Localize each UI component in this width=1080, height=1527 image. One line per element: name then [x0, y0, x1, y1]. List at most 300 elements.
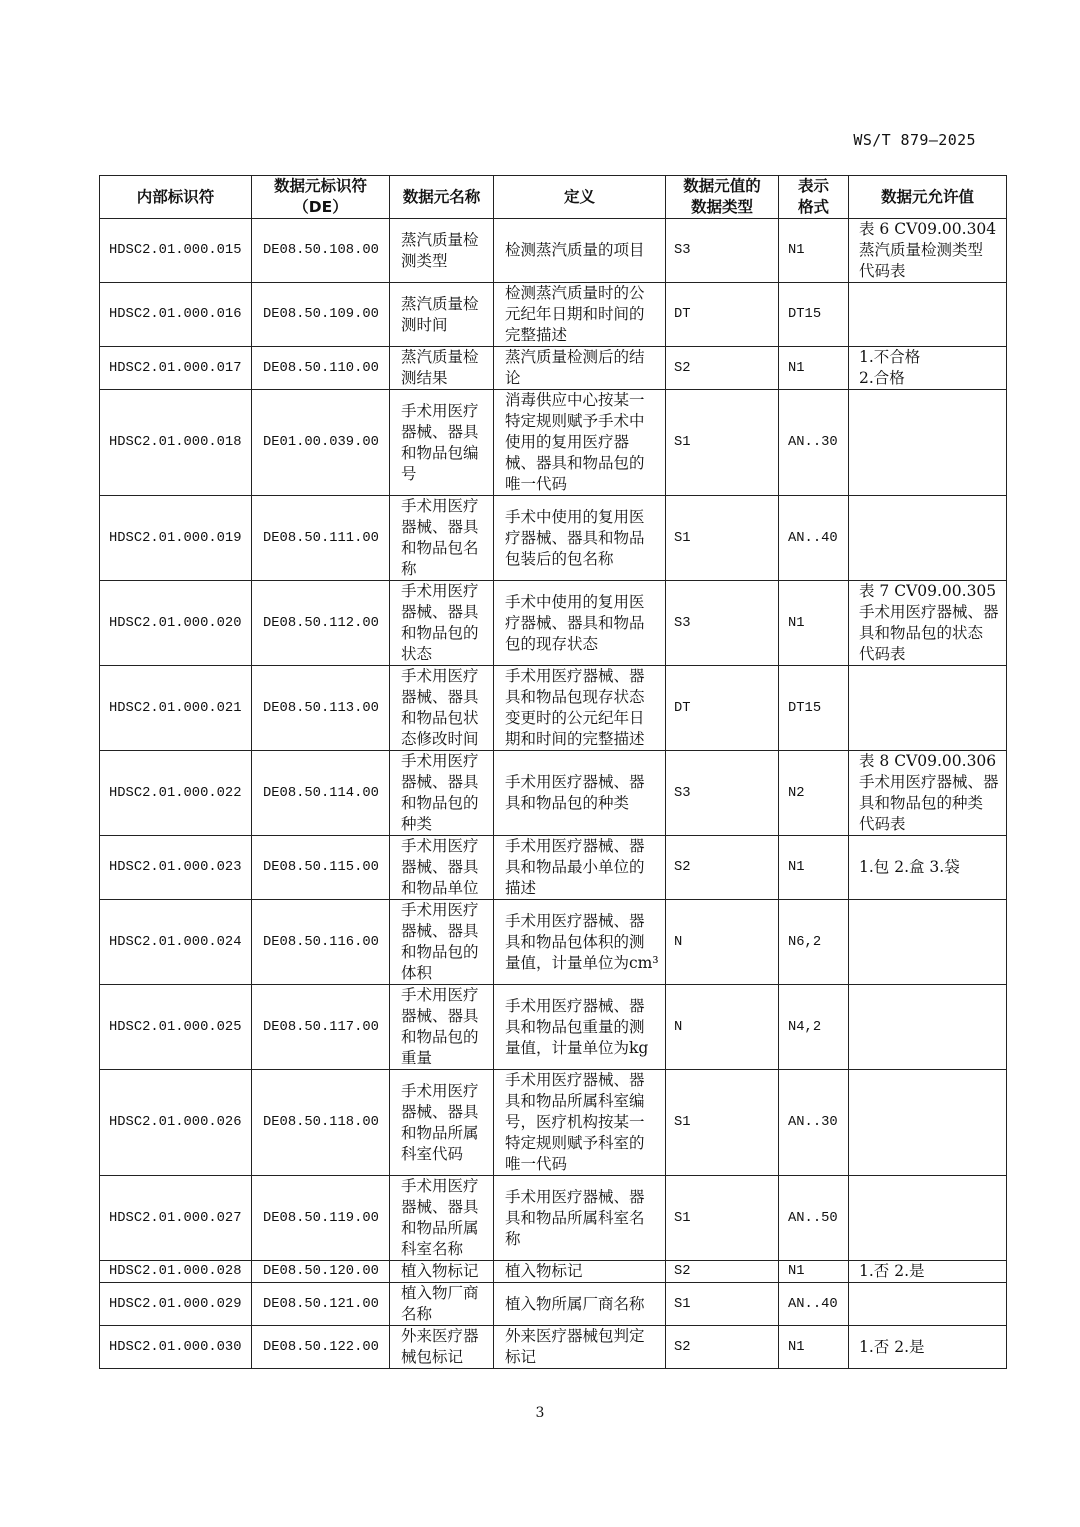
- cell-text-line: N: [674, 934, 683, 950]
- definition-cell: [494, 666, 666, 751]
- table-row: [100, 985, 1007, 1070]
- allowed-values-cell: [849, 900, 1007, 985]
- cell-text-line: 蒸汽质量检: [401, 230, 479, 249]
- allowed-values-cell: [849, 283, 1007, 347]
- internal-id-cell: [100, 1261, 252, 1283]
- cell-text-line: DE08.50.114.00: [263, 785, 379, 801]
- cell-text-line: 和物品包名: [401, 539, 479, 557]
- cell-text-line: 植入物标记: [505, 1262, 583, 1280]
- table-row: [100, 581, 1007, 666]
- cell-text-line: 手术用医疗: [401, 901, 479, 919]
- cell-text-line: AN..40: [788, 1296, 838, 1312]
- cell-text-line: 器械、器具: [401, 922, 479, 940]
- cell-text-line: 表 7 CV09.00.305: [859, 582, 997, 600]
- cell-text-line: 代码表: [859, 645, 906, 663]
- data-type-cell: [666, 496, 779, 581]
- cell-text-line: 测时间: [401, 315, 448, 334]
- internal-id-cell: [100, 219, 252, 283]
- cell-text-line: 包的现存状态: [505, 634, 599, 653]
- cell-text-line: 号: [401, 464, 417, 483]
- cell-text-line: 标记: [505, 1348, 537, 1366]
- cell-text-line: N1: [788, 1339, 805, 1355]
- cell-text-line: 植入物所属厂商名称: [505, 1294, 645, 1313]
- cell-text-line: 种类: [401, 815, 433, 833]
- cell-text-line: 数据元允许值: [880, 187, 974, 206]
- cell-text-line: 器械、器具: [401, 1102, 479, 1121]
- cell-text-line: 器械、器具: [401, 858, 479, 876]
- data-element-name-cell: [390, 900, 494, 985]
- cell-text-line: N1: [788, 360, 805, 376]
- cell-text-line: N: [674, 1019, 683, 1035]
- internal-id-cell: [100, 666, 252, 751]
- table-row: [100, 1176, 1007, 1261]
- cell-text-line: 蒸汽质量检: [401, 294, 479, 313]
- cell-text-line: 手术用医疗器械、器: [505, 667, 645, 685]
- definition-cell: [494, 751, 666, 836]
- table-row: [100, 1283, 1007, 1326]
- de-identifier-cell: [252, 751, 390, 836]
- cell-text-line: DE08.50.111.00: [263, 530, 379, 546]
- internal-id-cell: [100, 751, 252, 836]
- header-data-element-name: [390, 176, 494, 219]
- cell-text-line: DE08.50.115.00: [263, 860, 379, 875]
- allowed-values-cell: [849, 666, 1007, 751]
- table-row: [100, 900, 1007, 985]
- de-identifier-cell: [252, 666, 390, 751]
- cell-text-line: 特定规则赋予科室的: [505, 1134, 645, 1152]
- representation-format-cell: [779, 219, 849, 283]
- data-type-cell: [666, 900, 779, 985]
- cell-text-line: 器械、器具: [401, 1007, 479, 1025]
- cell-text-line: HDSC2.01.000.028: [109, 1264, 242, 1279]
- representation-format-cell: [779, 666, 849, 751]
- cell-text-line: 手术用医疗器械、器: [859, 773, 999, 791]
- cell-text-line: DT: [674, 700, 691, 716]
- definition-cell: [494, 1176, 666, 1261]
- page-number: 3: [535, 1405, 545, 1421]
- cell-text-line: 蒸汽质量检测后的结: [505, 348, 645, 366]
- cell-text-line: 内部标识符: [136, 187, 215, 206]
- de-identifier-cell: [252, 581, 390, 666]
- de-identifier-cell: [252, 985, 390, 1070]
- cell-text-line: 械包标记: [401, 1348, 464, 1366]
- cell-text-line: 唯一代码: [505, 1155, 568, 1173]
- cell-text-line: 械、器具和物品包的: [505, 454, 645, 472]
- de-identifier-cell: [252, 496, 390, 581]
- cell-text-line: 手术用医疗器械、器: [505, 911, 645, 930]
- cell-text-line: 消毒供应中心按某一: [505, 391, 645, 409]
- allowed-values-cell: [849, 836, 1007, 900]
- cell-text-line: 手术用医疗: [401, 497, 479, 515]
- cell-text-line: S1: [674, 1210, 691, 1226]
- cell-text-line: AN..40: [788, 530, 838, 546]
- data-type-cell: [666, 283, 779, 347]
- cell-text-line: 和物品所属: [401, 1219, 479, 1237]
- cell-text-line: 测类型: [401, 251, 448, 270]
- allowed-values-cell: [849, 1176, 1007, 1261]
- table-row: [100, 1261, 1007, 1283]
- cell-text-line: 具和物品最小单位的: [505, 858, 645, 876]
- definition-cell: [494, 496, 666, 581]
- internal-id-cell: [100, 1176, 252, 1261]
- data-element-name-cell: [390, 1283, 494, 1326]
- data-element-name-cell: [390, 1326, 494, 1369]
- cell-text-line: 植入物标记: [401, 1262, 479, 1280]
- table-row: [100, 1070, 1007, 1176]
- table-body: [100, 219, 1007, 1369]
- cell-text-line: 特定规则赋予手术中: [505, 412, 645, 430]
- data-element-name-cell: [390, 581, 494, 666]
- cell-text-line: 论: [505, 369, 521, 387]
- table-row: [100, 390, 1007, 496]
- cell-text-line: DT: [674, 307, 691, 322]
- data-element-name-cell: [390, 1070, 494, 1176]
- cell-text-line: 手术用医疗器械、器: [505, 773, 645, 791]
- internal-id-cell: [100, 836, 252, 900]
- cell-text-line: 具和物品所属科室名: [505, 1208, 645, 1227]
- table-row: [100, 347, 1007, 390]
- data-element-name-cell: [390, 985, 494, 1070]
- cell-text-line: 定义: [563, 187, 595, 206]
- cell-text-line: S3: [674, 243, 691, 258]
- definition-cell: [494, 347, 666, 390]
- cell-text-line: 数据元值的: [683, 177, 761, 195]
- cell-text-line: 测结果: [401, 369, 448, 387]
- cell-text-line: 态修改时间: [401, 730, 479, 748]
- cell-text-line: 数据元标识符: [273, 177, 367, 195]
- allowed-values-cell: [849, 1326, 1007, 1369]
- cell-text-line: S1: [674, 530, 691, 546]
- cell-text-line: HDSC2.01.000.022: [109, 785, 242, 801]
- cell-text-line: 手术用医疗: [401, 582, 479, 600]
- cell-text-line: S1: [674, 435, 691, 450]
- cell-text-line: DE08.50.112.00: [263, 615, 379, 631]
- data-element-name-cell: [390, 390, 494, 496]
- cell-text-line: 外来医疗器: [401, 1327, 479, 1345]
- header-definition: [494, 176, 666, 219]
- cell-text-line: S3: [674, 785, 691, 801]
- cell-text-line: 变更时的公元纪年日: [505, 709, 645, 727]
- internal-id-cell: [100, 496, 252, 581]
- cell-text-line: 表示: [797, 177, 829, 195]
- cell-text-line: N1: [788, 860, 805, 875]
- cell-text-line: 器械、器具: [401, 518, 479, 536]
- definition-cell: [494, 283, 666, 347]
- representation-format-cell: [779, 1070, 849, 1176]
- de-identifier-cell: [252, 1326, 390, 1369]
- header-de-identifier: [252, 176, 390, 219]
- cell-text-line: 1.不合格: [859, 348, 921, 366]
- internal-id-cell: [100, 985, 252, 1070]
- table-row: [100, 283, 1007, 347]
- data-type-cell: [666, 836, 779, 900]
- internal-id-cell: [100, 390, 252, 496]
- cell-text-line: 和物品包的: [401, 943, 479, 961]
- representation-format-cell: [779, 1326, 849, 1369]
- cell-text-line: N1: [788, 243, 805, 258]
- allowed-values-cell: [849, 1070, 1007, 1176]
- data-element-name-cell: [390, 1261, 494, 1283]
- de-identifier-cell: [252, 390, 390, 496]
- header-internal-id: [100, 176, 252, 219]
- data-type-cell: [666, 1176, 779, 1261]
- cell-text-line: S2: [674, 860, 691, 875]
- cell-text-line: 蒸汽质量检测类型: [859, 241, 984, 259]
- cell-text-line: 重量: [401, 1049, 433, 1067]
- cell-text-line: 量值，计量单位为kg: [505, 1038, 649, 1057]
- cell-text-line: HDSC2.01.000.026: [109, 1115, 242, 1130]
- allowed-values-cell: [849, 1261, 1007, 1283]
- cell-text-line: 体积: [401, 964, 433, 982]
- cell-text-line: 和物品包状: [401, 709, 479, 727]
- definition-cell: [494, 1261, 666, 1283]
- cell-text-line: HDSC2.01.000.025: [109, 1019, 242, 1035]
- cell-text-line: 器械、器具: [401, 603, 479, 621]
- cell-text-line: 表 6 CV09.00.304: [859, 220, 997, 238]
- cell-text-line: 手术用医疗: [401, 752, 479, 770]
- cell-text-line: N1: [788, 1264, 805, 1279]
- cell-text-line: AN..50: [788, 1210, 838, 1226]
- cell-text-line: 包装后的包名称: [505, 549, 614, 568]
- cell-text-line: HDSC2.01.000.015: [109, 243, 242, 258]
- cell-text-line: 和物品包的: [401, 1028, 479, 1046]
- internal-id-cell: [100, 900, 252, 985]
- standard-code: WS/T 879—2025: [853, 131, 976, 149]
- de-identifier-cell: [252, 283, 390, 347]
- data-type-cell: [666, 1261, 779, 1283]
- cell-text-line: 检测蒸汽质量时的公: [505, 284, 645, 302]
- cell-text-line: 描述: [505, 879, 537, 897]
- representation-format-cell: [779, 900, 849, 985]
- cell-text-line: 具和物品包现存状态: [505, 688, 645, 706]
- data-element-table: [99, 175, 1007, 1369]
- data-type-cell: [666, 1283, 779, 1326]
- data-type-cell: [666, 1326, 779, 1369]
- cell-text-line: 手术用医疗: [401, 837, 479, 855]
- cell-text-line: S2: [674, 1264, 691, 1279]
- cell-text-line: N2: [788, 785, 805, 801]
- cell-text-line: 期和时间的完整描述: [505, 730, 645, 748]
- definition-cell: [494, 1326, 666, 1369]
- cell-text-line: 和物品包编: [401, 443, 479, 462]
- de-identifier-cell: [252, 1176, 390, 1261]
- definition-cell: [494, 390, 666, 496]
- cell-text-line: HDSC2.01.000.020: [109, 615, 242, 631]
- data-element-name-cell: [390, 283, 494, 347]
- representation-format-cell: [779, 283, 849, 347]
- cell-text-line: 手术中使用的复用医: [505, 507, 645, 526]
- definition-cell: [494, 581, 666, 666]
- cell-text-line: 唯一代码: [505, 475, 568, 493]
- cell-text-line: 蒸汽质量检: [401, 348, 479, 366]
- cell-text-line: 号，医疗机构按某一: [505, 1113, 645, 1131]
- internal-id-cell: [100, 581, 252, 666]
- data-type-cell: [666, 751, 779, 836]
- cell-text-line: 具和物品包体积的测: [505, 932, 645, 951]
- data-type-cell: [666, 347, 779, 390]
- representation-format-cell: [779, 1176, 849, 1261]
- cell-text-line: DE08.50.119.00: [263, 1210, 379, 1226]
- representation-format-cell: [779, 751, 849, 836]
- cell-text-line: N4,2: [788, 1019, 822, 1035]
- cell-text-line: 1.否 2.是: [859, 1262, 925, 1280]
- cell-text-line: 外来医疗器械包判定: [505, 1327, 645, 1345]
- data-type-cell: [666, 390, 779, 496]
- cell-text-line: 和物品包的: [401, 624, 479, 642]
- cell-text-line: 疗器械、器具和物品: [505, 528, 645, 547]
- cell-text-line: 称: [505, 1229, 521, 1248]
- cell-text-line: DE08.50.122.00: [263, 1339, 379, 1355]
- de-identifier-cell: [252, 836, 390, 900]
- cell-text-line: 和物品单位: [401, 879, 479, 897]
- header-representation-format: [779, 176, 849, 219]
- cell-text-line: HDSC2.01.000.017: [109, 360, 242, 376]
- cell-text-line: 检测蒸汽质量的项目: [505, 241, 645, 259]
- cell-text-line: 名称: [401, 1305, 433, 1323]
- cell-text-line: 手术用医疗: [401, 1177, 479, 1195]
- cell-text-line: 数据类型: [690, 198, 753, 216]
- cell-text-line: 器械、器具: [401, 422, 479, 441]
- cell-text-line: HDSC2.01.000.027: [109, 1210, 242, 1226]
- data-element-name-cell: [390, 836, 494, 900]
- de-identifier-cell: [252, 219, 390, 283]
- cell-text-line: HDSC2.01.000.030: [109, 1339, 242, 1355]
- cell-text-line: 手术用医疗: [401, 986, 479, 1004]
- definition-cell: [494, 1283, 666, 1326]
- allowed-values-cell: [849, 751, 1007, 836]
- allowed-values-cell: [849, 1283, 1007, 1326]
- cell-text-line: 手术用医疗器械、器: [505, 1071, 645, 1089]
- allowed-values-cell: [849, 581, 1007, 666]
- header-allowed-values: [849, 176, 1007, 219]
- cell-text-line: 手术中使用的复用医: [505, 592, 645, 611]
- cell-text-line: 数据元名称: [402, 187, 481, 206]
- cell-text-line: 具和物品包的种类: [505, 794, 630, 812]
- representation-format-cell: [779, 390, 849, 496]
- cell-text-line: 和物品所属: [401, 1123, 479, 1142]
- cell-text-line: 手术用医疗器械、器: [505, 996, 645, 1015]
- cell-text-line: 元纪年日期和时间的: [505, 305, 645, 323]
- de-identifier-cell: [252, 1261, 390, 1283]
- cell-text-line: S2: [674, 1339, 691, 1355]
- allowed-values-cell: [849, 347, 1007, 390]
- cell-text-line: HDSC2.01.000.019: [109, 530, 242, 546]
- definition-cell: [494, 219, 666, 283]
- representation-format-cell: [779, 496, 849, 581]
- allowed-values-cell: [849, 219, 1007, 283]
- definition-cell: [494, 900, 666, 985]
- cell-text-line: 科室代码: [401, 1144, 464, 1163]
- cell-text-line: 手术用医疗器械、器: [505, 837, 645, 855]
- header-data-type: [666, 176, 779, 219]
- cell-text-line: HDSC2.01.000.024: [109, 934, 242, 950]
- data-element-name-cell: [390, 1176, 494, 1261]
- cell-text-line: 称: [401, 560, 417, 578]
- cell-text-line: 代码表: [859, 262, 906, 280]
- cell-text-line: DE08.50.118.00: [263, 1115, 379, 1130]
- data-type-cell: [666, 985, 779, 1070]
- cell-text-line: （DE）: [293, 198, 348, 216]
- cell-text-line: DT15: [788, 700, 822, 716]
- cell-text-line: 手术用医疗: [401, 667, 479, 685]
- data-type-cell: [666, 581, 779, 666]
- cell-text-line: 具和物品包的状态: [859, 624, 984, 642]
- cell-text-line: DE08.50.120.00: [263, 1264, 379, 1279]
- definition-cell: [494, 985, 666, 1070]
- de-identifier-cell: [252, 347, 390, 390]
- internal-id-cell: [100, 1283, 252, 1326]
- cell-text-line: AN..30: [788, 435, 838, 450]
- cell-text-line: DE08.50.113.00: [263, 700, 379, 716]
- data-type-cell: [666, 219, 779, 283]
- table-row: [100, 836, 1007, 900]
- cell-text-line: 代码表: [859, 815, 906, 833]
- cell-text-line: HDSC2.01.000.023: [109, 860, 242, 875]
- table-header: [100, 176, 1007, 219]
- internal-id-cell: [100, 347, 252, 390]
- de-identifier-cell: [252, 1070, 390, 1176]
- cell-text-line: S1: [674, 1296, 691, 1312]
- cell-text-line: N6,2: [788, 934, 822, 950]
- cell-text-line: HDSC2.01.000.018: [109, 435, 242, 450]
- cell-text-line: 器械、器具: [401, 688, 479, 706]
- cell-text-line: HDSC2.01.000.029: [109, 1296, 242, 1312]
- cell-text-line: 完整描述: [505, 326, 568, 344]
- cell-text-line: 手术用医疗: [401, 1081, 479, 1100]
- table-row: [100, 1326, 1007, 1369]
- table-row: [100, 219, 1007, 283]
- allowed-values-cell: [849, 985, 1007, 1070]
- cell-text-line: S2: [674, 360, 691, 376]
- cell-text-line: S1: [674, 1115, 691, 1130]
- cell-text-line: HDSC2.01.000.021: [109, 700, 242, 716]
- cell-text-line: 具和物品所属科室编: [505, 1092, 645, 1110]
- cell-text-line: DT15: [788, 307, 822, 322]
- internal-id-cell: [100, 283, 252, 347]
- representation-format-cell: [779, 836, 849, 900]
- cell-text-line: 使用的复用医疗器: [505, 433, 630, 451]
- cell-text-line: 手术用医疗器械、器: [859, 603, 999, 621]
- data-element-name-cell: [390, 219, 494, 283]
- cell-text-line: 疗器械、器具和物品: [505, 613, 645, 632]
- cell-text-line: 具和物品包的种类: [859, 794, 984, 812]
- cell-text-line: 1.否 2.是: [859, 1337, 925, 1356]
- cell-text-line: 科室名称: [401, 1240, 464, 1258]
- data-type-cell: [666, 666, 779, 751]
- cell-text-line: DE08.50.110.00: [263, 360, 379, 376]
- cell-text-line: DE08.50.117.00: [263, 1019, 379, 1035]
- cell-text-line: HDSC2.01.000.016: [109, 307, 242, 322]
- table-header-row: [100, 176, 1007, 219]
- cell-text-line: 手术用医疗器械、器: [505, 1187, 645, 1206]
- representation-format-cell: [779, 1283, 849, 1326]
- cell-text-line: 2.合格: [859, 369, 905, 387]
- cell-text-line: DE08.50.109.00: [263, 307, 379, 322]
- cell-text-line: 器械、器具: [401, 1198, 479, 1216]
- cell-text-line: 状态: [401, 645, 433, 663]
- cell-text-line: DE08.50.116.00: [263, 934, 379, 950]
- cell-text-line: 表 8 CV09.00.306: [859, 752, 997, 770]
- cell-text-line: DE08.50.108.00: [263, 243, 379, 258]
- allowed-values-cell: [849, 390, 1007, 496]
- cell-text-line: DE01.00.039.00: [263, 435, 379, 450]
- definition-cell: [494, 836, 666, 900]
- cell-text-line: S3: [674, 615, 691, 631]
- de-identifier-cell: [252, 900, 390, 985]
- data-element-name-cell: [390, 496, 494, 581]
- cell-text-line: 1.包 2.盒 3.袋: [859, 858, 960, 876]
- cell-text-line: 具和物品包重量的测: [505, 1017, 645, 1036]
